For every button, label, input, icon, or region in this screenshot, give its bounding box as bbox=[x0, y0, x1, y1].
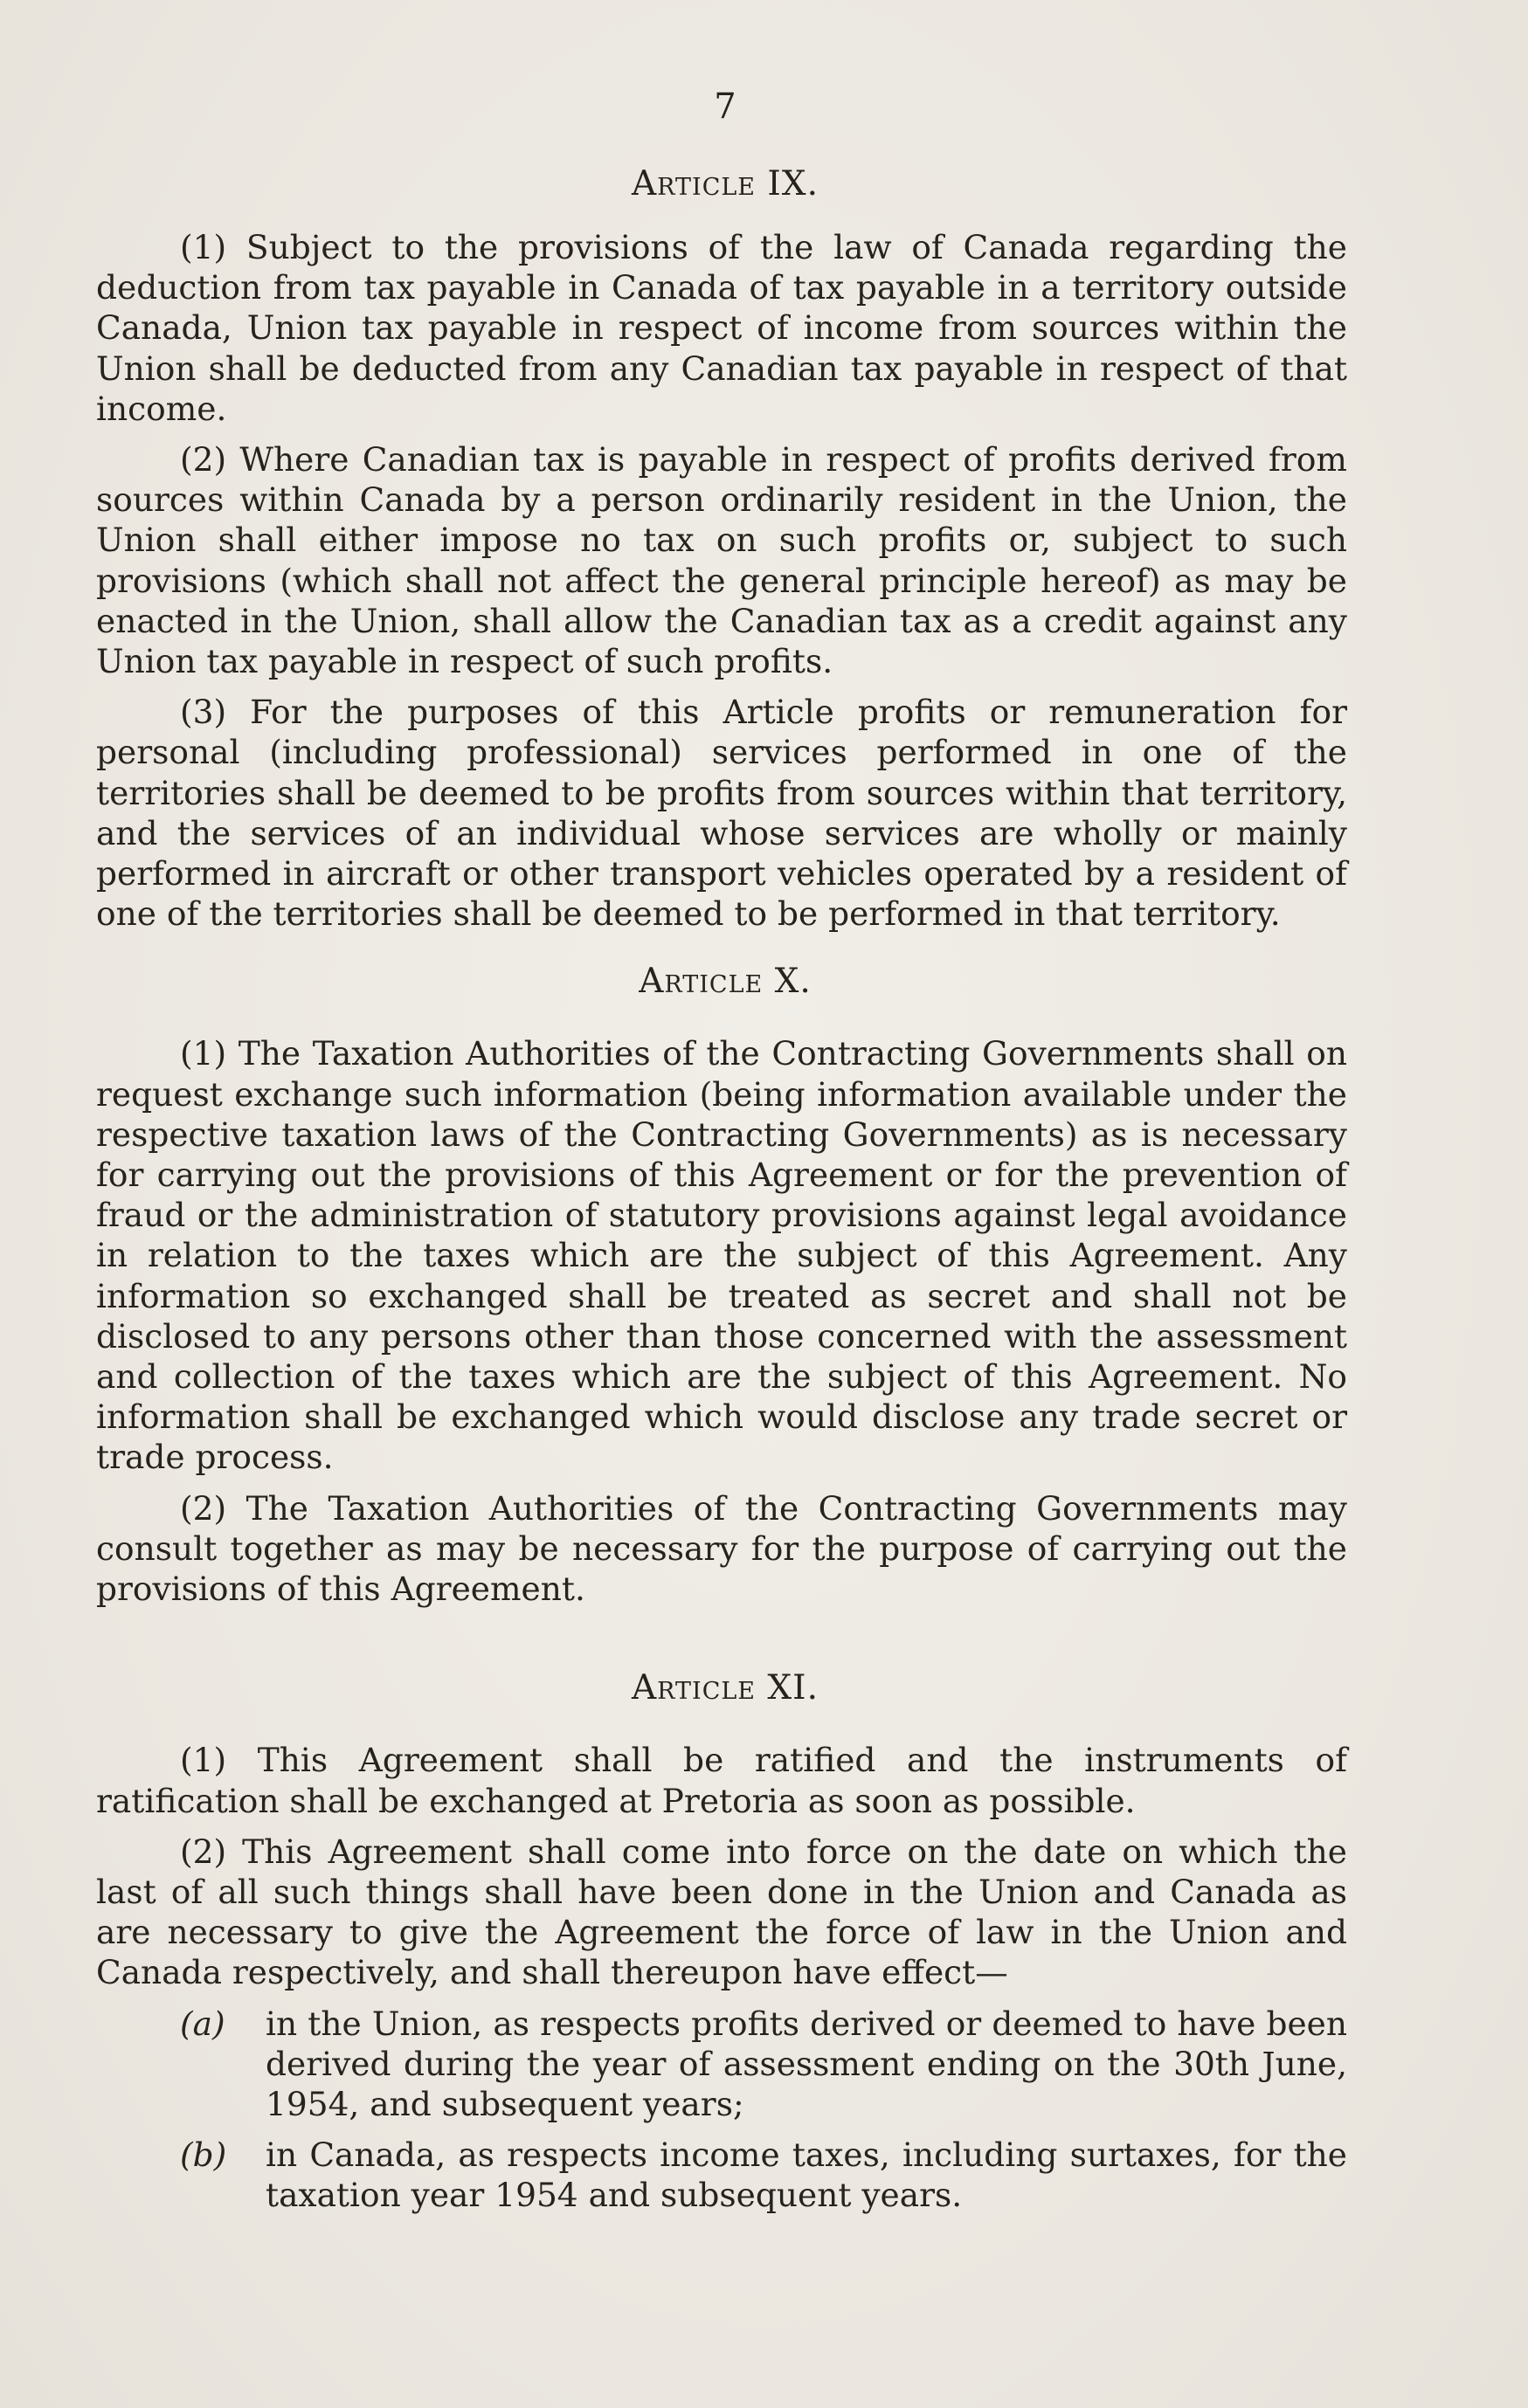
article-x-paragraph-2: (2) The Taxation Authorities of the Contracting Governments may consult together as may be necessary for the purpose of carrying out the provisions of this Agreement. bbox=[96, 1488, 1347, 1609]
article-ix bbox=[96, 162, 1347, 934]
item-label: (a) bbox=[180, 2004, 225, 2043]
article-xi-item-b bbox=[96, 2135, 1347, 2215]
article-ix-heading: Article IX. bbox=[632, 164, 819, 204]
article-xi-item-a bbox=[96, 2004, 1347, 2125]
article-ix-paragraph-3: (3) For the purposes of this Article profits or remuneration for personal (including professional) services performed in one of the territories shall be deemed to be profits from sources within that territory, and the services of an individual whose services are wholly or mainly performed in aircraft or other transport vehicles operated by a resident of one of the territories shall be deemed to be performed in that territory. bbox=[96, 693, 1347, 934]
article-x-heading: Article X. bbox=[639, 962, 812, 1002]
item-label: (b) bbox=[180, 2135, 227, 2175]
article-x-paragraph-1: (1) The Taxation Authorities of the Contracting Governments shall on request exchange such information (being information available under the respective taxation laws of the Contracting Governments) as is necessary for carrying out the provisions of this Agreement or for the prevention of fraud or the administration of statutory provisions against legal avoidance in relation to the taxes which are the subject of this Agreement. Any information so exchanged shall be treated as secret and shall not be disclosed to any persons other than those concerned with the assessment and collection of the taxes which are the subject of this Agreement. No information shall be exchanged which would disclose any trade secret or trade process. bbox=[96, 1034, 1347, 1477]
article-xi bbox=[96, 1666, 1347, 2215]
item-text: in the Union, as respects profits derived or deemed to have been derived during the year of assessment ending on the 30th June, 1954, and subsequent years; bbox=[266, 2004, 1347, 2123]
item-text: in Canada, as respects income taxes, including surtaxes, for the taxation year 1954 and subsequent years. bbox=[266, 2135, 1347, 2215]
article-x bbox=[96, 960, 1347, 1609]
article-ix-paragraph-2: (2) Where Canadian tax is payable in respect of profits derived from sources within Canada by a person ordinarily resident in the Union, the Union shall either impose no tax on such profits or, subject to such provisions (which shall not affect the general principle hereof) as may be enacted in the Union, shall allow the Canadian tax as a credit against any Union tax payable in respect of such profits. bbox=[96, 440, 1347, 681]
page-content bbox=[96, 84, 1347, 2226]
article-xi-paragraph-1: (1) This Agreement shall be ratified and the instruments of ratification shall be exchanged at Pretoria as soon as possible. bbox=[96, 1741, 1347, 1820]
article-xi-paragraph-2: (2) This Agreement shall come into force on the date on which the last of all such things shall have been done in the Union and Canada as are necessary to give the Agreement the force of law in the Union and Canada respectively, and shall thereupon have effect— bbox=[96, 1832, 1347, 1992]
article-xi-heading: Article XI. bbox=[632, 1668, 819, 1708]
page-number: 7 bbox=[714, 86, 736, 127]
article-ix-paragraph-1: (1) Subject to the provisions of the law of Canada regarding the deduction from tax payable in Canada of tax payable in a territory outside Canada, Union tax payable in respect of income from sources within the Union shall be deducted from any Canadian tax payable in respect of that income. bbox=[96, 228, 1347, 428]
